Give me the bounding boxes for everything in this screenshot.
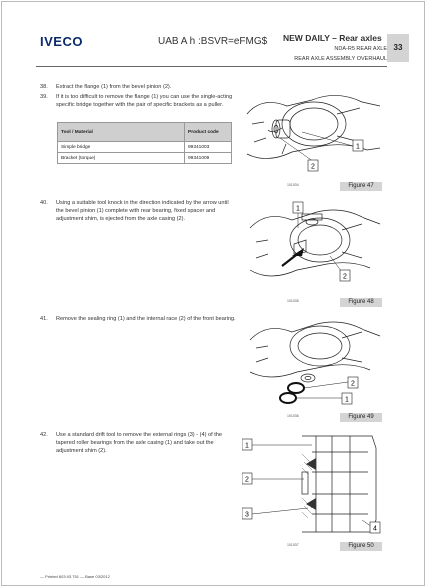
figure-code: 101036 bbox=[287, 414, 299, 418]
figure-code: 101037 bbox=[287, 543, 299, 547]
figure-50-caption bbox=[287, 542, 382, 551]
section-subtitle-2: REAR AXLE ASSEMBLY OVERHAUL bbox=[294, 56, 387, 62]
step-number: 39. bbox=[40, 94, 48, 100]
callout-1 bbox=[242, 439, 312, 450]
svg-text:2: 2 bbox=[311, 163, 315, 171]
bearing-race-part bbox=[288, 383, 304, 393]
page-footer: — Printed 603.93.751 — Base 03/2012 bbox=[40, 574, 110, 579]
callout-2 bbox=[304, 377, 358, 388]
svg-text:2: 2 bbox=[245, 476, 249, 484]
table-header-row bbox=[58, 123, 232, 142]
page-number: 33 bbox=[387, 34, 409, 62]
figure-47-drawing bbox=[242, 84, 382, 176]
step-39 bbox=[40, 94, 236, 110]
svg-text:1: 1 bbox=[356, 143, 360, 151]
section-title: NEW DAILY – Rear axles bbox=[283, 33, 382, 43]
step-42 bbox=[40, 432, 236, 455]
sealing-ring-part bbox=[280, 393, 296, 403]
tool-table bbox=[57, 122, 232, 164]
callout-1 bbox=[296, 393, 352, 404]
figure-49-drawing bbox=[242, 316, 382, 408]
iveco-logo: IVECO bbox=[40, 34, 83, 49]
step-text: Use a standard drift tool to remove the external rings (3) - (4) of the tapered roller bearings from the axle casing (1) and take out the adjustment shim (2). bbox=[56, 432, 223, 454]
table-cell: Simple bridge bbox=[58, 142, 185, 153]
step-number: 40. bbox=[40, 200, 48, 206]
table-cell: 99341003 bbox=[185, 142, 232, 153]
table-row bbox=[58, 153, 232, 164]
figure-label: Figure 50 bbox=[340, 542, 382, 551]
step-text: Remove the sealing ring (1) and the internal race (2) of the front bearing. bbox=[56, 316, 236, 322]
figure-50-drawing bbox=[242, 428, 382, 538]
callout-3 bbox=[242, 508, 308, 519]
section-subtitle: NDA-R5 REAR AXLE bbox=[334, 46, 387, 52]
step-41 bbox=[40, 316, 236, 324]
table-cell: 99341009 bbox=[185, 153, 232, 164]
step-38 bbox=[40, 84, 236, 92]
table-cell: Bracket (torque) bbox=[58, 153, 185, 164]
figure-48-caption bbox=[287, 298, 382, 307]
table-header-code: Product code bbox=[185, 123, 232, 142]
figure-49-caption bbox=[287, 413, 382, 422]
svg-text:1: 1 bbox=[296, 205, 300, 213]
callout-1 bbox=[293, 202, 303, 228]
step-text: If it is too difficult to remove the flange (1) you can use the single-acting specific bridge together with the pair of specific brackets as a puller. bbox=[56, 94, 233, 108]
header-divider bbox=[36, 66, 387, 67]
figure-code: 101034 bbox=[287, 183, 299, 187]
svg-text:2: 2 bbox=[343, 273, 347, 281]
callout-2 bbox=[330, 256, 350, 281]
step-40 bbox=[40, 200, 236, 223]
svg-text:4: 4 bbox=[373, 525, 377, 533]
figure-label: Figure 48 bbox=[340, 298, 382, 307]
svg-text:3: 3 bbox=[245, 511, 249, 519]
figure-code: 101035 bbox=[287, 299, 299, 303]
callout-2 bbox=[242, 473, 304, 484]
step-text: Extract the flange (1) from the bevel pinion (2). bbox=[56, 84, 172, 90]
table-row bbox=[58, 142, 232, 153]
step-number: 41. bbox=[40, 316, 48, 322]
step-number: 42. bbox=[40, 432, 48, 438]
svg-text:1: 1 bbox=[245, 442, 249, 450]
step-text: Using a suitable tool knock in the direction indicated by the arrow until the bevel pinion (1) complete with rear bearing, fixed spacer and adjustment shim, is ejected from the axle casing (2). bbox=[56, 200, 229, 222]
figure-47-caption bbox=[287, 182, 382, 191]
callout-4 bbox=[362, 520, 380, 533]
svg-text:2: 2 bbox=[351, 380, 355, 388]
step-number: 38. bbox=[40, 84, 48, 90]
figure-label: Figure 47 bbox=[340, 182, 382, 191]
arrow-shaft bbox=[282, 252, 300, 266]
figure-label: Figure 49 bbox=[340, 413, 382, 422]
table-header-tool: Tool / Material bbox=[58, 123, 185, 142]
document-code: UAB A h :BSVR=eFMG$ bbox=[158, 36, 268, 47]
figure-48-drawing bbox=[242, 200, 382, 292]
svg-text:1: 1 bbox=[345, 396, 349, 404]
